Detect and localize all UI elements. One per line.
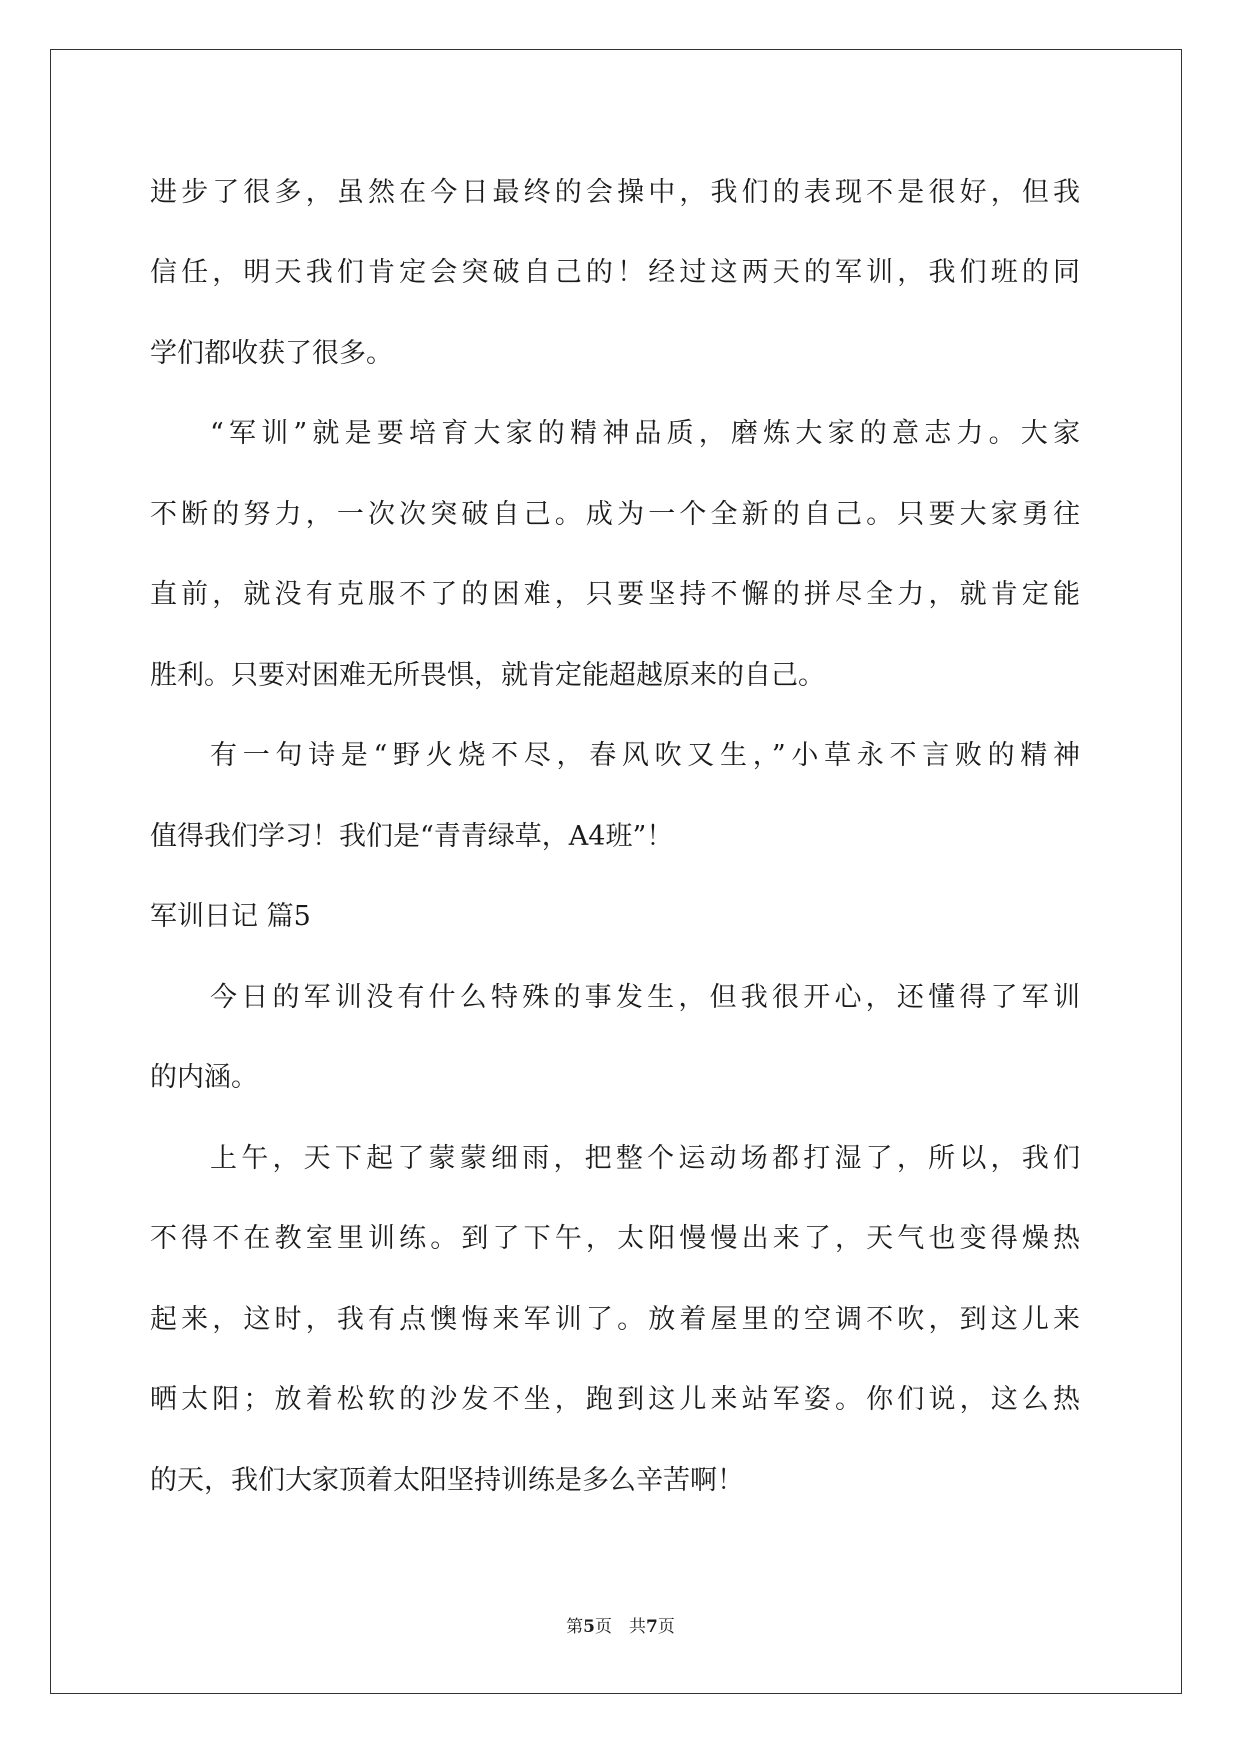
paragraph-line: 直前，就没有克服不了的困难，只要坚持不懈的拼尽全力，就肯定能 bbox=[150, 579, 1080, 610]
paragraph-line: “军训”就是要培育大家的精神品质，磨炼大家的意志力。大家 bbox=[210, 418, 1080, 449]
footer-mid: 页 共 bbox=[595, 1617, 646, 1637]
paragraph-line: 学们都收获了很多。 bbox=[150, 338, 393, 369]
paragraph-line: 胜利。只要对困难无所畏惧，就肯定能超越原来的自己。 bbox=[150, 660, 825, 691]
page-border bbox=[50, 49, 1182, 1694]
paragraph-line: 进步了很多，虽然在今日最终的会操中，我们的表现不是很好，但我 bbox=[150, 177, 1080, 208]
total-page-count: 7 bbox=[646, 1617, 658, 1637]
section-heading: 军训日记 篇5 bbox=[150, 901, 311, 932]
paragraph-line: 晒太阳；放着松软的沙发不坐，跑到这儿来站军姿。你们说，这么热 bbox=[150, 1384, 1080, 1415]
paragraph-line: 起来，这时，我有点懊悔来军训了。放着屋里的空调不吹，到这儿来 bbox=[150, 1304, 1080, 1335]
paragraph-line: 的内涵。 bbox=[150, 1062, 258, 1093]
paragraph-line: 上午，天下起了蒙蒙细雨，把整个运动场都打湿了，所以，我们 bbox=[210, 1143, 1080, 1174]
footer-prefix: 第 bbox=[566, 1617, 584, 1637]
paragraph-line: 有一句诗是“野火烧不尽，春风吹又生，”小草永不言败的精神 bbox=[210, 740, 1080, 771]
paragraph-line: 不得不在教室里训练。到了下午，太阳慢慢出来了，天气也变得燥热 bbox=[150, 1223, 1080, 1254]
current-page-number: 5 bbox=[583, 1617, 595, 1637]
footer-suffix: 页 bbox=[657, 1617, 675, 1637]
paragraph-line: 值得我们学习！我们是“青青绿草，A4班”！ bbox=[150, 821, 674, 852]
paragraph-line: 今日的军训没有什么特殊的事发生，但我很开心，还懂得了军训 bbox=[210, 982, 1080, 1013]
paragraph-line: 信任，明天我们肯定会突破自己的！经过这两天的军训，我们班的同 bbox=[150, 257, 1080, 288]
paragraph-line: 不断的努力，一次次突破自己。成为一个全新的自己。只要大家勇往 bbox=[150, 499, 1080, 530]
paragraph-line: 的天，我们大家顶着太阳坚持训练是多么辛苦啊！ bbox=[150, 1465, 744, 1496]
page-footer bbox=[0, 1612, 1241, 1637]
